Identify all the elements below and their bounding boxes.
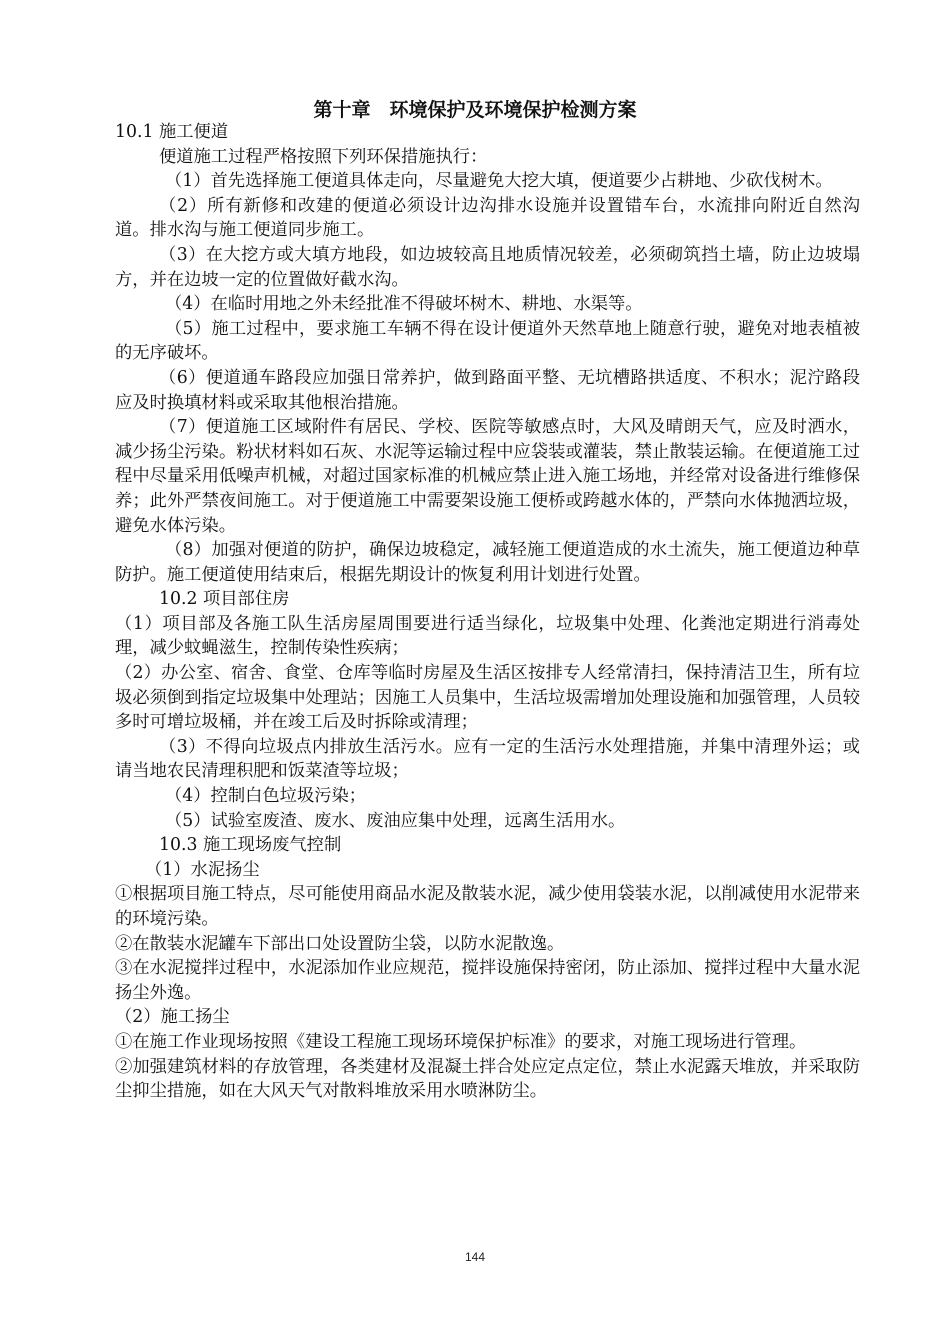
paragraph: 10.2 项目部住房 [159,589,290,610]
paragraph: （6）便道通车路段应加强日常养护，做到路面平整、无坑槽路拱适度、不积水；泥泞路段应及时换填材料或采取其他根治措施。 [115,367,860,413]
paragraph: 10.1 施工便道 [115,122,229,142]
paragraph: （2）所有新修和改建的便道必须设计边沟排水设施并设置错车台，水流排向附近自然沟道。排水沟与施工便道同步施工。 [115,195,860,241]
paragraph: （7）便道施工区域附件有居民、学校、医院等敏感点时，大风及晴朗天气，应及时洒水，减少扬尘污染。粉状材料如石灰、水泥等运输过程中应袋装或灌装，禁止散装运输。在便道施工过程中尽量采用低噪声机械，对超过国家标准的机械应禁止进入施工场地，并经常对设备进行维修保养；此外严禁夜间施工。对于便道施工中需要架设施工便桥或跨越水体的，严禁向水体抛洒垃圾，避免水体污染。 [115,417,860,536]
paragraph: （1）首先选择施工便道具体走向，尽量避免大挖大填，便道要少占耕地、少砍伐树木。 [165,171,833,192]
paragraph: ②加强建筑材料的存放管理，各类建材及混凝土拌合处应定点定位，禁止水泥露天堆放，并采取防尘抑尘措施，如在大风天气对散料堆放采用水喷淋防尘。 [115,1056,860,1102]
paragraph: （1）水泥扬尘 [145,859,260,880]
paragraph: 10.3 施工现场废气控制 [159,835,342,856]
chapter-title: 第十章 环境保护及环境保护检测方案 [313,99,637,121]
paragraph: （5）试验室废渣、废水、废油应集中处理，远离生活用水。 [165,810,626,831]
paragraph: （8）加强对便道的防护，确保边坡稳定，减轻施工便道造成的水土流失，施工便道边种草防护。施工便道使用结束后，根据先期设计的恢复利用计划进行处置。 [115,540,860,585]
paragraph: ②在散装水泥罐车下部出口处设置防尘袋，以防水泥散逸。 [115,933,565,954]
paragraph: 便道施工过程严格按照下列环保措施执行： [159,146,488,167]
paragraph: （4）控制白色垃圾污染； [165,786,367,807]
paragraph: ①根据项目施工特点，尽可能使用商品水泥及散装水泥，减少使用袋装水泥，以削减使用水泥带来的环境污染。 [115,884,860,929]
paragraph: （3）在大挖方或大填方地段，如边坡较高且地质情况较差，必须砌筑挡土墙，防止边坡塌方，并在边坡一定的位置做好截水沟。 [115,244,860,290]
paragraph: （1）项目部及各施工队生活房屋周围要进行适当绿化，垃圾集中处理、化粪池定期进行消毒处理，减少蚊蝇滋生，控制传染性疾病； [115,613,860,659]
paragraph: ③在水泥搅拌过程中，水泥添加作业应规范，搅拌设施保持密闭，防止添加、搅拌过程中大量水泥扬尘外逸。 [115,958,860,1003]
paragraph: ①在施工作业现场按照《建设工程施工现场环境保护标准》的要求，对施工现场进行管理。 [115,1031,807,1052]
paragraph: （2）施工扬尘 [115,1007,230,1028]
paragraph: （3）不得向垃圾点内排放生活污水。应有一定的生活污水处理措施，并集中清理外运；或请当地农民清理积肥和饭菜渣等垃圾； [115,736,860,782]
paragraph: （4）在临时用地之外未经批准不得破坏树木、耕地、水渠等。 [165,294,643,315]
paragraph: （2）办公室、宿舍、食堂、仓库等临时房屋及生活区按排专人经常清扫，保持清洁卫生，所有垃圾必须倒到指定垃圾集中处理站；因施工人员集中，生活垃圾需增加处理设施和加强管理，人员较多时可增垃圾桶，并在竣工后及时拆除或清理； [115,663,860,733]
paragraph: （5）施工过程中，要求施工车辆不得在设计便道外天然草地上随意行驶，避免对地表植被的无序破坏。 [115,318,860,364]
document-body [115,120,860,1104]
page-number: 144 [464,1250,486,1264]
